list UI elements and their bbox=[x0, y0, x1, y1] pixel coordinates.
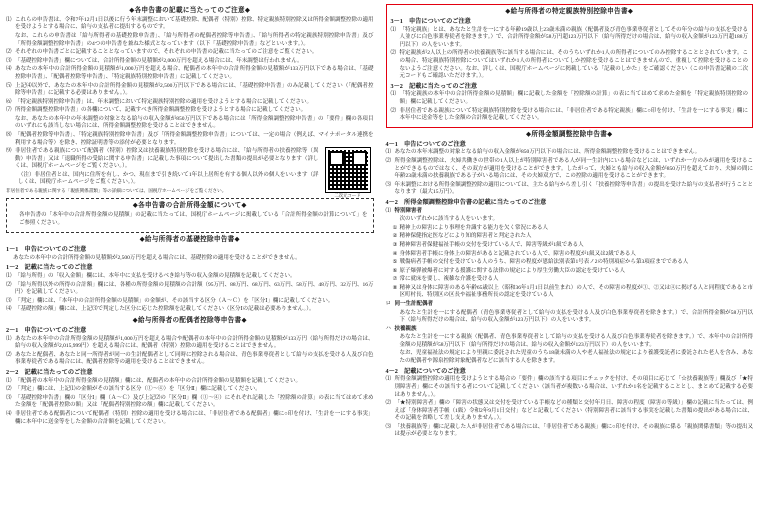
list-item bbox=[386, 400, 754, 423]
item-text: 原子爆弾被爆者に対する援護に関する法律の規定により厚生労働大臣の認定を受けている人 bbox=[399, 267, 626, 274]
item-text: それぞれの申告書ごとに記載することとなっていますので、それぞれの申告書の記載に当たってのご注意をご覧ください。 bbox=[15, 49, 318, 56]
list-item bbox=[6, 33, 374, 48]
item-text: あなたの本年中の合計所得金額の見積額が1,000万円を超える場合や配偶者の本年中の合計所得金額の見積額が133万円（給与所得だけの場合は、給与の収入金額が2,015,999円）を超える場合には、配偶者（特別）控除の適用を受けることはできません。 bbox=[15, 335, 374, 350]
item-text: 「基礎控除の額」欄には、上記⑶で判定した区分に応じた控除額を記載してください（区分Ⅰの記載は必要ありません。）。 bbox=[15, 306, 315, 313]
item-marker: ⑴ bbox=[390, 26, 397, 33]
item-text: 「特定親族特別控除申告書」は、年末調整において特定親族特別控除の適用を受けようとする場合に記載してください。 bbox=[15, 98, 313, 105]
item-text: 「給与所得」の「収入金額」欄には、本年中に支払を受けるべき給与等の収入金額の見積額を記載してください。 bbox=[15, 273, 296, 280]
list-item bbox=[386, 158, 754, 181]
item-text: 「特定親族」とは、あなたと生計を一にする年齢19歳以上23歳未満の親族（配偶者及び青色事業専従者としてその年分の給与の支払を受ける人並びに白色事業専従者を除きます。）で、合計所得金額が58万円超123万円以下（給与所得だけの場合は、給与の収入金額が123万円超188万円以下）の人をいいます。 bbox=[399, 26, 748, 48]
list-item bbox=[6, 411, 374, 426]
list-item bbox=[386, 301, 754, 309]
callout-paragraph: 各申告書の「本年中の合計所得金額の見積額」の記載に当たっては、国税庁ホームページに掲載している「合計所得金額の計算について」をご参照ください。 bbox=[19, 211, 368, 226]
item-marker: ⑵ bbox=[390, 107, 397, 114]
list-item bbox=[386, 216, 754, 224]
item-marker: ハ bbox=[385, 325, 392, 332]
item-text: 「判定」欄には、上記⑴の金額がその該当する区分（①～④）を「区分Ⅱ」欄に記載してください。 bbox=[15, 386, 261, 393]
item-text: なお、あなたの本年中の年末調整の対象となる給与の収入金額が850万円以下である場合には「所得金額調整控除申告書」の「要件」欄の各項目のいずれにも該当しない場合には、所得金額調整控除を受けることはできません。 bbox=[15, 115, 374, 130]
item-marker: ⑶ bbox=[385, 423, 392, 430]
item-marker: ⑵ bbox=[390, 50, 397, 57]
item-text: 特別障害者 bbox=[394, 207, 423, 214]
item-marker: ⑵ bbox=[385, 400, 392, 407]
item-marker: ⑵ bbox=[6, 351, 12, 358]
item-marker bbox=[6, 116, 15, 131]
item-text: 「配偶者控除等申告書」、「特定親族特別控除申告書」及び「所得金額調整控除申告書」については、一定の場合（例えば、マイナポータル連携を利用する場合等）を除き、控除証明書等の添付が必要となります。 bbox=[15, 132, 374, 146]
left-column bbox=[6, 4, 376, 514]
item-marker bbox=[393, 216, 400, 224]
list-item bbox=[6, 378, 374, 386]
item-text: あなたと生計を一にする配偶者（青色事業専従者として給与の支払を受ける人及び白色事業専従者を除きます。）で、合計所得金額が58万円以下（給与所得だけの場合は、給与の収入金額が123万円以下）の人をいいます。 bbox=[399, 309, 753, 324]
item-marker: ⑻ bbox=[6, 132, 12, 138]
item-marker: ⑥ bbox=[392, 267, 398, 274]
qr-code-block bbox=[322, 148, 374, 199]
list-item bbox=[386, 242, 754, 250]
item-marker: ⑵ bbox=[385, 158, 392, 164]
subsection-title-2-2: 2－2 記載に当たってのご注意 bbox=[6, 368, 93, 376]
item-marker: ⑹ bbox=[6, 98, 12, 105]
item-text: 身体障害者手帳に身体上の障害があると記載されている人で、障害の程度が1級又は2級である人 bbox=[399, 250, 636, 257]
item-marker: ⑴ bbox=[6, 377, 12, 384]
item-text: 年末調整における所得金額調整控除の適用については、主たる給与から差し引く「扶養控除等申告書」の提出を受けた給与の支払者が行うこととなります（最大15万円）。 bbox=[394, 181, 753, 196]
item-text: 所得金額調整控除申告書」の各欄について、記載すべき所得金額調整控除を受けようとする場合に記載してください。 bbox=[15, 107, 307, 114]
subsection-title-4-2-definitions: 4－2 所得金額調整控除申告書の記載に当たってのご注意 bbox=[385, 198, 547, 206]
list-item bbox=[6, 306, 374, 314]
list-item bbox=[6, 17, 374, 32]
item-marker: ⑴ bbox=[6, 16, 12, 23]
section-heading-special-relative: ◆給与所得者の特定親族特別控除申告書◆ bbox=[505, 8, 634, 15]
item-marker: ⑷ bbox=[6, 306, 12, 313]
list-item bbox=[6, 107, 374, 115]
item-marker: ⑴ bbox=[6, 273, 12, 280]
item-marker: ⑷ bbox=[6, 66, 12, 73]
item-marker: ⑸ bbox=[6, 82, 12, 89]
list-item bbox=[6, 116, 374, 131]
item-text: 「特定親族の本年中の合計所得金額の見積額」欄に記載した金額を「控除額の計算」の表に当てはめて求めた金額を「特定親族特別控除の額」欄に記載してください。 bbox=[399, 91, 748, 106]
item-text: なお、これらの申告書は「給与所得者の基礎控除申告書」、「給与所得者の配偶者控除等申告書」、「給与所得者の特定親族特別控除申告書」及び「所得金額調整控除申告書」の4つの申告書を兼ねた様式となっています（以下「基礎控除申告書」などといいます。）。 bbox=[15, 33, 374, 47]
item-text: 扶養親族 bbox=[394, 325, 417, 332]
item-marker: ⑶ bbox=[385, 181, 392, 188]
list-item bbox=[386, 208, 754, 216]
list-item bbox=[386, 424, 754, 439]
item-marker: ⑼ bbox=[6, 148, 12, 155]
item-text: 所得金額調整控除は、夫婦共働きの世帯の1人以上が特別障害者である人が同一生計内にいる場合などには、いずれか一方のみが適用を受けることができるものではなく、その双方が適用を受けることができます。したがって、夫婦とも給与の収入金額が850万円を超えており、夫婦の間に年齢23歳未満の扶養親族である子がいる場合には、その夫婦双方で、この控除の適用を受けることができます。 bbox=[394, 158, 753, 180]
list-item bbox=[386, 350, 754, 365]
section-heading-general-notes: ◆各申告書の記載に当たってのご注意◆ bbox=[129, 7, 251, 14]
list-item bbox=[386, 225, 754, 233]
item-text: 上記⑷以外で、あなたの本年中の合計所得金額の見積額が2,500万円以下である場合には、「基礎控除申告書」のみ記載してください（「配偶者控除等申告書」に記載する必要はありません。）。 bbox=[15, 82, 374, 97]
list-item bbox=[6, 132, 374, 147]
item-text: 「配偶者の本年中の合計所得金額の見積額」欄には、配偶者の本年中の合計所得金額の見積額を記載してください。 bbox=[15, 377, 302, 384]
item-marker: ⑴ bbox=[6, 335, 12, 342]
item-marker: ⑵ bbox=[6, 281, 12, 288]
list-item bbox=[6, 148, 319, 171]
item-marker: ⑴ bbox=[385, 376, 392, 383]
list-item bbox=[386, 310, 754, 325]
list-item bbox=[386, 259, 754, 267]
list-item bbox=[391, 91, 749, 106]
item-text: 「基礎控除申告書」欄の「区分Ⅰ」欄（Ａ～Ｃ）及び上記⑵の「区分Ⅱ」欄（①～④）にそれぞれ記載した「控除額の計算」の表に当てはめて求めた金額を「配偶者控除の額」又は「配偶者特別控除の額」欄に記載してください。 bbox=[15, 394, 374, 409]
item-marker: ⑴ bbox=[385, 207, 392, 214]
item-marker: ⑤ bbox=[392, 259, 398, 266]
item-marker: ⑶ bbox=[6, 297, 12, 304]
item-text: あなたの本年中の合計所得金額の見積額が1,000万円を超える場合、配偶者の本年中の合計所得金額の見積額が133万円以下である場合は、「基礎控除申告書」、「配偶者控除等申告書」、「特定親族特別控除申告書」に記載してください。 bbox=[15, 66, 374, 80]
item-marker: ⑦ bbox=[392, 276, 398, 283]
item-marker: ⑷ bbox=[6, 410, 12, 417]
item-text: 「★特別障害者」欄の「障害の状態又は交付を受けている手帳などの種類と交付年月日、障害の程度（障害の等級）」欄の記載に当たっては、例えば「身体障害者手帳（1級）令和2年9月1日交付」などと記載してください（特別障害者に該当する事実を記載した書類の提出がある場合には、その記載を省略して差し支えありません。）。 bbox=[394, 400, 753, 422]
list-item bbox=[391, 108, 749, 123]
item-text: 非居住者である配偶者について配偶者（特別）控除の適用を受ける場合には、「非居住者である配偶者」欄に○印を付け、「生計を一にする事実」欄に本年中に送金等をした金額の合計額を記載してください。 bbox=[15, 410, 374, 425]
item-marker: ⑺ bbox=[6, 107, 12, 114]
subsection-title-2-1: 2－1 申告についてのご注意 bbox=[6, 326, 87, 334]
list-item bbox=[6, 298, 374, 306]
item-marker: ⑵ bbox=[6, 49, 12, 56]
qr-code-caption: 二次元コード bbox=[334, 193, 361, 199]
list-item bbox=[386, 233, 754, 241]
item-text: 精神保健指定医などにより知的障害者と判定された人 bbox=[399, 233, 532, 240]
item-text: （注）非居住者とは、国内に住所を有し、かつ、現在まで引き続いて1年以上居所を有する個人以外の個人をいいます（詳しくは、国税庁ホームページをご覧ください。）。 bbox=[18, 171, 319, 186]
list-item bbox=[386, 334, 754, 349]
list-item bbox=[6, 395, 374, 410]
list-item bbox=[386, 149, 754, 157]
item-text: 「判定」欄には、「本年中の合計所得金額の見積額」の金額が、その該当する区分（Ａ～Ｃ）を「区分Ⅰ」欄に記載してください。 bbox=[15, 297, 334, 304]
item-text: 非居住者である親族について配偶者（特別）控除又は扶養親族特別控除を受ける場合には、「給与所得者の扶養控除等（異動）申告書」又は「退職所得の受給に関する申告書」に記載した事項について提出した書類の提出が必要となります（詳しくは、国税庁ホームページをご覧ください。）。 bbox=[15, 148, 319, 170]
subsection-title-3-2: 3－2 記載に当たってのご注意 bbox=[390, 82, 478, 90]
item-marker bbox=[393, 334, 400, 349]
item-marker: ⑴ bbox=[385, 149, 392, 156]
item-text: 戦傷病者手帳の交付を受けている人のうち、障害の程度が恩給法別表第1号表ノ2の特別項症から第3項症までである人 bbox=[399, 259, 689, 266]
item-marker bbox=[393, 310, 400, 325]
subsection-1-1-text: あなたの本年中の合計所得金額の見積額が2,500万円を超える場合には、基礎控除の適用を受けることができません。 bbox=[13, 254, 301, 261]
list-item bbox=[391, 50, 749, 80]
section-general-notes-body bbox=[6, 16, 374, 199]
list-item bbox=[6, 273, 374, 281]
item-text: 非居住者である親族について特定親族特別控除を受ける場合には、「非居住者である特定親族」欄に○印を付け、「生計を一にする事実」欄に本年中に送金等をした金額の合計額を記載してください。 bbox=[399, 107, 748, 122]
item-marker: ④ bbox=[392, 250, 398, 257]
item-text: あなたと生計を一にする親族（配偶者、青色事業専従者として給与の支払を受ける人及び白色事業専従者を除きます。）で、本年中の合計所得金額の見積額が58万円以下（給与所得だけの場合は、給与の収入金額が123万円以下）の人をいいます。 bbox=[399, 334, 753, 348]
list-item bbox=[386, 376, 754, 399]
list-item bbox=[386, 251, 754, 259]
subsection-title-1-2: 1－2 記載に当たってのご注意 bbox=[6, 264, 93, 272]
list-item bbox=[6, 83, 374, 98]
item-marker: ② bbox=[392, 233, 398, 240]
list-item bbox=[386, 326, 754, 334]
item-text: 常に就床を要し、複雑な介護を受ける人 bbox=[399, 276, 499, 283]
item-marker: ① bbox=[392, 224, 398, 231]
list-item bbox=[386, 285, 754, 300]
list-item bbox=[6, 172, 319, 187]
item-text: 特定親族が2人以上の所得者の扶養親族等に該当する場合には、そのうちいずれか1人の所得者についてのみ控除することとされています。この場合、特定親族特別控除についてはいずれか1人の所得者についてしか控除を受けることはできませんので、重複して控除を受けることのないようご注意ください。なお、詳しくは、国税庁ホームページに掲載している「記載のしかた」をご確認ください（この申告書記載の二次元コードもご確認いただけます。）。 bbox=[399, 50, 748, 80]
list-item bbox=[386, 268, 754, 276]
subsection-title-3-1: 3－1 申告についてのご注意 bbox=[390, 17, 471, 25]
item-text: 精神又は身体に障害のある年齢65歳以上（昭和36年1月1日以前生まれ）の人で、その障害の程度が①、②又は④に掲げる人と同程度であると市区町村長、特別区の区長や福祉事務所長の認定を受けている人 bbox=[399, 284, 753, 299]
list-item bbox=[386, 182, 754, 197]
list-item bbox=[6, 386, 374, 394]
list-item bbox=[6, 58, 374, 66]
item-text: 所得金額調整控除の適用を受けようとする場合の「要件」欄の該当する項目にチェックを付け、その項目に応じて「☆扶養親族等」欄及び「★特別障害者」欄にその該当する者について記載してください（該当者が複数いる場合は、いずれか1名を記載することとし、まとめて記載する必要はありません。）。 bbox=[394, 376, 753, 398]
list-item bbox=[391, 27, 749, 50]
item-text: あなたと配偶者、あなたと同一所得者が同一の生計配偶者として同時に控除される場合は、青色事業専従者として給与の支払を受ける人及び白色事業専従者である場合には、配偶者控除等の適用を受けることはできません。 bbox=[15, 351, 374, 366]
right-column bbox=[384, 4, 754, 514]
list-item bbox=[6, 352, 374, 367]
item-text: なお、児童福祉法の規定により里親に委託された児童のうち18歳未満の人や老人福祉法の規定により養護受託者に委託された老人を含み、あなたの配偶者や源泉控除対象配偶者などに該当する人を除きます。 bbox=[399, 350, 753, 365]
highlighted-section-special-relative-deduction bbox=[386, 4, 754, 128]
item-marker bbox=[6, 33, 15, 48]
list-item bbox=[6, 282, 374, 297]
subsection-title-4-1: 4－1 申告についてのご注意 bbox=[385, 140, 466, 148]
two-column-layout bbox=[6, 4, 753, 514]
list-item bbox=[386, 276, 754, 284]
subsection-title-1-1: 1－1 申告についてのご注意 bbox=[6, 245, 87, 253]
callout-heading: ◆各申告書の合計所得金額について◆ bbox=[132, 202, 247, 210]
item-marker: ⑧ bbox=[392, 284, 398, 291]
list-item bbox=[6, 49, 374, 57]
item-marker: ⑶ bbox=[6, 394, 12, 401]
item-text: 次のいずれかに該当する人をいいます。 bbox=[399, 216, 499, 223]
item-marker: ロ bbox=[385, 301, 392, 307]
section-heading-basic-deduction: ◆給与所得者の基礎控除申告書◆ bbox=[139, 236, 240, 244]
section-heading-spouse-deduction: ◆給与所得者の配偶者控除等申告書◆ bbox=[132, 316, 247, 324]
item-marker bbox=[393, 350, 400, 365]
item-marker: ⑶ bbox=[6, 57, 12, 64]
item-text: あなたの本年末調整の対象となる給与の収入金額が850万円以下の場合には、所得金額調整控除を受けることはできません。 bbox=[394, 149, 701, 156]
item-text: 精神上の障害により事理を弁識する能力を欠く常況にある人 bbox=[399, 224, 549, 231]
qr-code-note: 非居住者である親族に関する「親族関係書類」等の詳細については、国税庁ホームページをご覧ください。 bbox=[6, 188, 227, 194]
list-item bbox=[6, 99, 374, 107]
item-marker bbox=[6, 172, 18, 187]
item-text: 「扶養親族等」欄に記載した人が非居住者である場合には、「非居住者である親族」欄に○印を付け、その親族に係る「親族関係書類」等の提出又は提示が必要となります。 bbox=[394, 423, 753, 438]
section-heading-income-adjustment: ◆所得金額調整控除申告書◆ bbox=[525, 130, 613, 138]
list-item bbox=[6, 336, 374, 351]
item-marker: ⑵ bbox=[6, 386, 12, 393]
item-marker: ③ bbox=[392, 241, 398, 248]
item-marker: ⑴ bbox=[390, 91, 397, 98]
item-text: 「基礎控除申告書」欄については、合計所得金額の見積額が2,000万円を超える場合には、年末調整は行われません。 bbox=[15, 57, 303, 64]
item-text: これらの申告書は、令和7年12月1日以後に行う年末調整において基礎控除、配偶者（特別）控除、特定親族特別控除又は所得金額調整控除の適用を受けようとする場合に、給与の支払者に提出するものです。 bbox=[15, 16, 374, 31]
subsection-title-4-2-entry-notes: 4－2 記載についてのご注意 bbox=[385, 367, 466, 375]
qr-code-icon bbox=[326, 148, 370, 192]
list-item bbox=[6, 66, 374, 81]
item-text: 「給与所得以外の所得の合計額」欄には、各種の所得金額の見積額の合計額（95万円、88万円、68万円、63万円、58万円、48万円、32万円、16万円）を記載してください。 bbox=[15, 281, 374, 296]
item-text: 精神障害者保健福祉手帳の交付を受けている人で、障害等級が1級である人 bbox=[399, 241, 584, 248]
total-income-callout-box bbox=[6, 198, 374, 233]
item-text: 同一生計配偶者 bbox=[394, 301, 434, 307]
